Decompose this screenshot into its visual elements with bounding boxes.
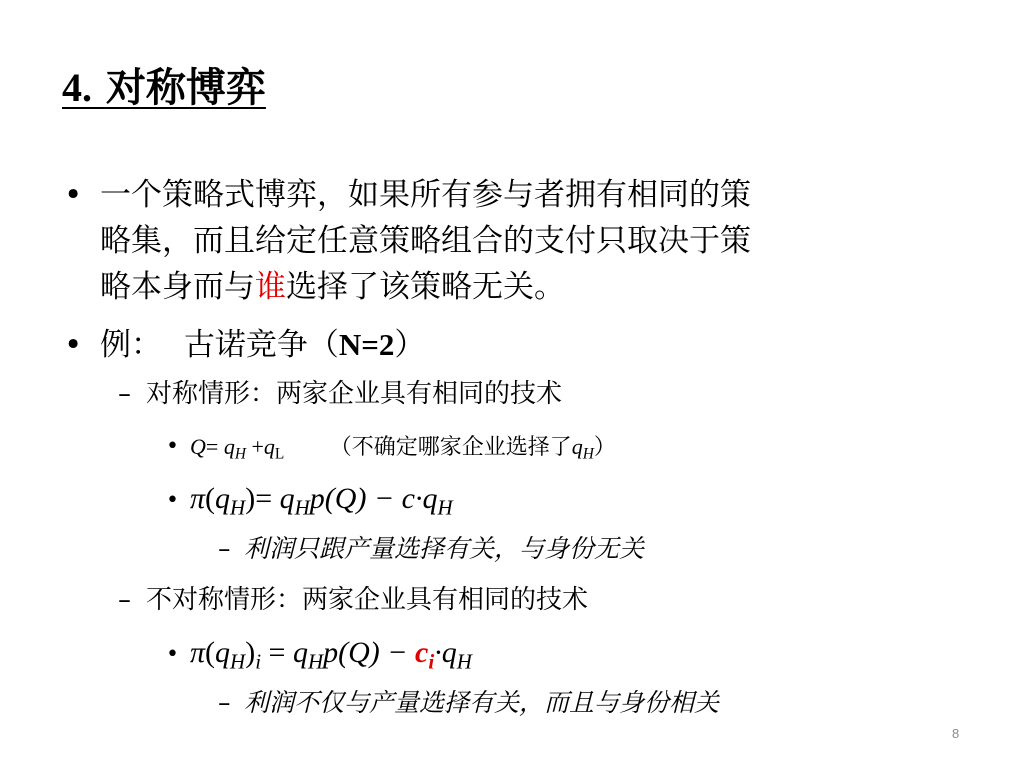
eq-sub-H: H: [456, 649, 472, 674]
eq1-note-close: ）: [593, 435, 616, 460]
eq-demand-term: p(Q) −: [323, 636, 416, 669]
eq-equals: =: [205, 434, 224, 459]
eq-var-Q: Q: [190, 434, 206, 459]
eq-sub-H: H: [234, 445, 246, 463]
sym-note: 利润只跟产量选择有关，与身份无关: [244, 534, 645, 563]
asym-heading: 不对称情形：两家企业具有相同的技术: [146, 585, 589, 615]
eq-sub-H: H: [294, 495, 310, 520]
sym-eq1: [190, 432, 616, 463]
eq-equals: =: [261, 636, 293, 669]
eq-paren: (: [205, 636, 216, 669]
eq-paren: (: [205, 482, 216, 515]
eq-sub-H: H: [582, 445, 594, 463]
title-number: 4.: [62, 65, 92, 110]
dash-bullet: –: [118, 379, 131, 409]
bullet-dot: •: [64, 177, 83, 213]
sym-heading: 对称情形：两家企业具有相同的技术: [146, 379, 563, 409]
bullet-dot: •: [166, 488, 179, 513]
eq-var-q: q: [223, 434, 235, 459]
bullet1-line3-after: 选择了该策略无关。: [286, 269, 565, 305]
eq-var-q: ·q: [434, 636, 457, 669]
bullet2-param: N=2: [338, 327, 395, 362]
eq-equals: )=: [245, 482, 280, 515]
eq-var-q: q: [263, 434, 275, 459]
slide-title: [62, 60, 266, 116]
eq-pi: π: [190, 482, 206, 515]
bullet-dot: •: [166, 434, 179, 459]
eq-sub-i: i: [255, 649, 262, 674]
eq-paren: ): [245, 636, 256, 669]
eq-sub-H: H: [230, 495, 246, 520]
bullet1-line3: [100, 264, 565, 310]
dash-bullet: –: [218, 688, 231, 717]
dash-bullet: –: [118, 585, 131, 615]
bullet2-label: 例：: [100, 327, 162, 363]
eq-sub-H: H: [437, 495, 453, 520]
bullet2-close: ）: [394, 327, 426, 363]
eq-var-q: q: [215, 636, 231, 669]
eq-demand-term: p(Q) − c·q: [309, 482, 438, 515]
bullet-dot: •: [166, 642, 179, 667]
asym-eq: [190, 634, 472, 672]
bullet2-text: 古诺竞争（: [183, 327, 339, 363]
bullet-dot: •: [64, 327, 83, 363]
eq1-note: （不确定哪家企业选择了: [329, 435, 572, 460]
page-number: 8: [952, 726, 960, 741]
eq-var-q: q: [215, 482, 231, 515]
eq-sub-i-highlight: i: [428, 649, 435, 674]
eq-var-q: q: [279, 482, 295, 515]
eq-sub-H: H: [230, 649, 246, 674]
eq-sub-L: L: [274, 445, 285, 463]
eq-var-q: q: [571, 434, 583, 459]
eq-pi: π: [190, 636, 206, 669]
bullet2-line: [100, 322, 425, 368]
bullet1-line3-before: 略本身而与: [100, 269, 255, 305]
eq-var-q: q: [292, 636, 308, 669]
asym-note: 利润不仅与产量选择有关，而且与身份相关: [244, 688, 720, 717]
sym-eq2: [190, 480, 453, 518]
title-text: 对称博弈: [105, 65, 266, 111]
dash-bullet: –: [218, 534, 231, 563]
bullet1-line1: 一个策略式博弈，如果所有参与者拥有相同的策: [100, 177, 751, 213]
bullet1-line2: 略集，而且给定任意策略组合的支付只取决于策: [100, 223, 751, 259]
eq-plus: +: [245, 434, 264, 459]
eq-cost-c-highlight: c: [415, 636, 429, 669]
eq-sub-H: H: [307, 649, 324, 674]
bullet1-highlight-who: 谁: [255, 269, 286, 305]
